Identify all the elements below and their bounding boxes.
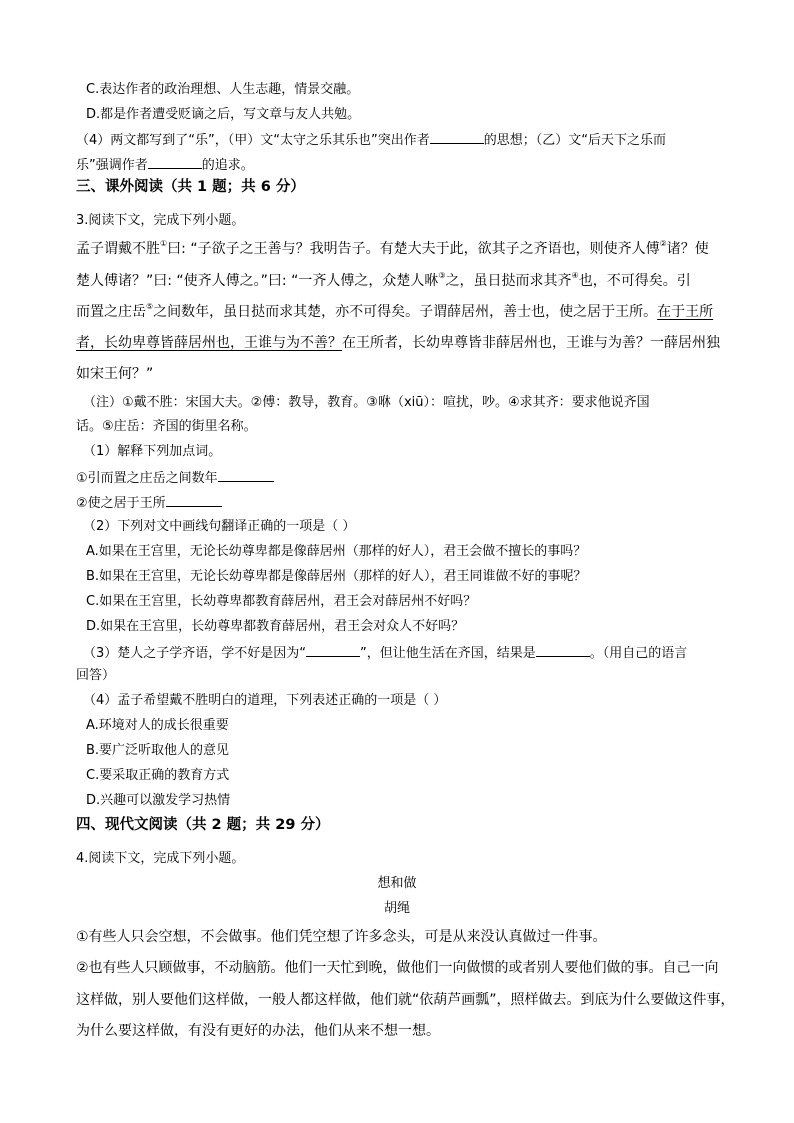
answer-blank[interactable] <box>148 154 202 169</box>
choice-c[interactable]: C.如果在王宫里，长幼尊卑都教育薛居州，君王会对薛居州不好吗？ <box>86 594 477 609</box>
underlined-sentence: 在于王所 <box>657 304 714 320</box>
footnote-marker: ① <box>160 239 168 248</box>
article-paragraph: ②也有些人只顾做事，不动脑筋。他们一天忙到晚，做他们一向做惯的或者别人要他们做的事。自己一向 <box>76 960 719 976</box>
choice-c[interactable]: C.要采取正确的教育方式 <box>86 768 230 783</box>
section-heading: 四、现代文阅读（共 2 题；共 29 分） <box>76 817 330 833</box>
passage-line: 者，长幼卑尊皆薛居州也，王谁与为不善？在王所者，长幼卑尊皆非薛居州也，王谁与为善？一薛居州独 <box>76 335 720 351</box>
choice-d[interactable]: D.如果在王宫里，长幼尊卑都教育薛居州，君王会对众人不好吗？ <box>86 619 465 634</box>
article-paragraph: 这样做，别人要他们这样做，一般人都这样做，他们就“依葫芦画瓢”，照样做去。到底为什么要做这件事， <box>76 992 735 1008</box>
choice-b[interactable]: B.要广泛听取他人的意见 <box>86 743 230 758</box>
choice-d[interactable]: D.兴趣可以激发学习热情 <box>86 793 231 808</box>
choice-a[interactable]: A.环境对人的成长很重要 <box>86 718 229 733</box>
article-author: 胡绳 <box>383 901 410 916</box>
sub-item: ①引而置之庄岳之间数年 <box>76 467 274 489</box>
option-d: D.都是作者遭受贬谪之后，写文章与友人共勉。 <box>86 107 361 122</box>
passage-line: 孟子谓戴不胜①曰: “子欲子之王善与？我明告子。有楚大夫于此，欲其子之齐语也，则使齐人傅②诸？使 <box>76 239 709 257</box>
answer-blank[interactable] <box>536 642 590 657</box>
sub-question: （1）解释下列加点词。 <box>83 444 222 459</box>
sub-item: ②使之居于王所 <box>76 492 222 514</box>
sub-question: （3）楚人之子学齐语，学不好是因为“ ”，但让他生活在齐国，结果是 。（用自己的语言 <box>83 642 687 664</box>
footnote-marker: ④ <box>571 271 579 280</box>
sub-question: （2）下列对文中画线句翻译正确的一项是（ ） <box>83 519 356 534</box>
passage-line: 而置之庄岳⑤之间数年，虽日挞而求其楚，亦不可得矣。子谓薛居州，善士也，使之居于王所。在于王所 <box>76 302 714 320</box>
answer-blank[interactable] <box>430 129 484 144</box>
choice-a[interactable]: A.如果在王宫里，无论长幼尊卑都是像薛居州（那样的好人），君王会做不擅长的事吗？ <box>86 544 587 559</box>
article-paragraph: 为什么要这样做，有没有更好的办法，他们从来不想一想。 <box>76 1023 440 1039</box>
footnote-marker: ③ <box>438 271 446 280</box>
annotation: 话。⑤庄岳：齐国的街里名称。 <box>76 419 257 434</box>
answer-blank[interactable] <box>166 492 222 507</box>
underlined-sentence: 者，长幼卑尊皆薛居州也，王谁与为不善？ <box>76 335 342 351</box>
section-heading: 三、课外阅读（共 1 题；共 6 分） <box>76 179 305 195</box>
sub-question: （4）孟子希望戴不胜明白的道理，下列表述正确的一项是（ ） <box>83 693 447 708</box>
option-c: C.表达作者的政治理想、人生志趣，情景交融。 <box>86 82 360 97</box>
question-intro: 3.阅读下文，完成下列小题。 <box>76 213 245 228</box>
choice-b[interactable]: B.如果在王宫里，无论长幼尊卑都是像薛居州（那样的好人），君王同谁做不好的事呢？ <box>86 569 587 584</box>
article-paragraph: ①有些人只会空想，不会做事。他们凭空想了许多念头，可是从来没认真做过一件事。 <box>76 929 607 945</box>
annotation: （注）①戴不胜：宋国大夫。②傅：教导，教育。③咻（xiū）：喧扰，吵。④求其齐：要求他说齐国 <box>83 395 650 410</box>
answer-blank[interactable] <box>306 642 360 657</box>
answer-blank[interactable] <box>218 467 274 482</box>
question-4-line1: （4）两文都写到了“乐”，（甲）文“太守之乐其乐也”突出作者 的思想；（乙）文“后天下之乐而 <box>76 129 666 151</box>
sub-question-cont: 回答） <box>76 668 116 683</box>
question-4-line2: 乐”强调作者 的追求。 <box>76 154 254 176</box>
passage-line: 如宋王何？” <box>76 366 154 382</box>
footnote-marker: ⑤ <box>146 302 154 311</box>
article-title: 想和做 <box>377 876 417 891</box>
question-intro: 4.阅读下文，完成下列小题。 <box>76 851 245 866</box>
footnote-marker: ② <box>659 239 667 248</box>
passage-line: 楚人傅诸？”曰: “使齐人傅之。”曰: “一齐人傅之，众楚人咻③之，虽日挞而求其齐④也，不可得矣。引 <box>76 271 691 289</box>
